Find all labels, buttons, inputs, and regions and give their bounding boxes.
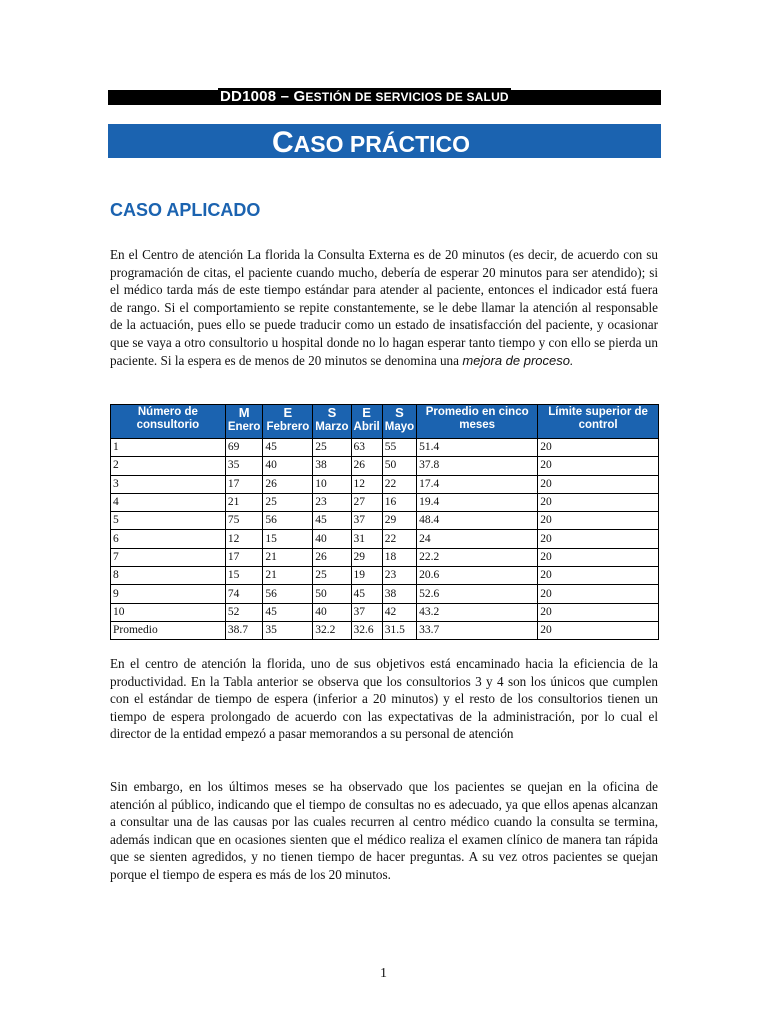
- table-cell: 20: [538, 512, 659, 530]
- table-cell: 6: [111, 530, 226, 548]
- table-cell: 26: [313, 548, 351, 566]
- table-cell: 45: [313, 512, 351, 530]
- header-marzo: S Marzo: [313, 405, 351, 439]
- table-cell: 20: [538, 603, 659, 621]
- table-cell: 32.6: [351, 621, 382, 639]
- table-cell: 27: [351, 493, 382, 511]
- table-row: [111, 585, 659, 603]
- table-row: [111, 475, 659, 493]
- course-header-title: [218, 88, 511, 105]
- table-cell: 38.7: [225, 621, 263, 639]
- table-cell: Promedio: [111, 621, 226, 639]
- table-cell: 12: [225, 530, 263, 548]
- header-promedio: Promedio en cinco meses: [417, 405, 538, 439]
- table-cell: 50: [313, 585, 351, 603]
- table-cell: 19.4: [417, 493, 538, 511]
- table-cell: 63: [351, 439, 382, 457]
- complaints-paragraph: Sin embargo, en los últimos meses se ha observado que los pacientes se quejan en la oficina de atención al público, indicando que el tiempo de consultas no es adecuado, ya que ellos apenas alcanzan a consultar una de las causas por las cuales recurren al centro médico cuando la consulta se termina, además indican que en ocasiones sienten que el médico realiza el examen clínico de manera tan rápida que se sienten agredidos, y no tienen tiempo de hacer preguntas. A su vez otros pacientes se quejan porque el tiempo de espera es más de los 20 minutos.: [110, 779, 658, 882]
- table-cell: 29: [351, 548, 382, 566]
- table-cell: 20: [538, 548, 659, 566]
- header-limite: Límite superior de control: [538, 405, 659, 439]
- table-cell: 23: [382, 567, 416, 585]
- table-cell: 7: [111, 548, 226, 566]
- table-cell: 33.7: [417, 621, 538, 639]
- table-cell: 56: [263, 585, 313, 603]
- table-cell: 38: [313, 457, 351, 475]
- table-body: [111, 439, 659, 640]
- table-cell: 52: [225, 603, 263, 621]
- table-cell: 52.6: [417, 585, 538, 603]
- table-cell: 75: [225, 512, 263, 530]
- section-heading: CASO APLICADO: [110, 200, 261, 220]
- course-name-initial: G: [293, 88, 306, 105]
- table-cell: 37.8: [417, 457, 538, 475]
- table-cell: 29: [382, 512, 416, 530]
- table-cell: 22.2: [417, 548, 538, 566]
- table-cell: 21: [263, 548, 313, 566]
- table-cell: 37: [351, 603, 382, 621]
- table-cell: 35: [263, 621, 313, 639]
- page-title-rest: ASO PRÁCTICO: [293, 131, 471, 157]
- table-cell: 38: [382, 585, 416, 603]
- table-cell: 10: [313, 475, 351, 493]
- table-cell: 17.4: [417, 475, 538, 493]
- table-cell: 74: [225, 585, 263, 603]
- page-number: 1: [380, 966, 387, 981]
- table-cell: 43.2: [417, 603, 538, 621]
- header-febrero: E Febrero: [263, 405, 313, 439]
- header-mayo: S Mayo: [382, 405, 416, 439]
- table-cell: 21: [225, 493, 263, 511]
- table-cell: 40: [313, 530, 351, 548]
- table-cell: 22: [382, 475, 416, 493]
- table-cell: 16: [382, 493, 416, 511]
- table-cell: 8: [111, 567, 226, 585]
- table-cell: 45: [263, 439, 313, 457]
- table-cell: 19: [351, 567, 382, 585]
- table-row: [111, 457, 659, 475]
- table-cell: 9: [111, 585, 226, 603]
- table-cell: 20: [538, 439, 659, 457]
- table-cell: 69: [225, 439, 263, 457]
- header-consultorio: Número de consultorio: [111, 405, 226, 439]
- table-row: [111, 439, 659, 457]
- table-cell: 26: [351, 457, 382, 475]
- table-cell: 3: [111, 475, 226, 493]
- table-header-row: [111, 405, 659, 439]
- page-title-initial: C: [272, 126, 294, 159]
- header-abril: E Abril: [351, 405, 382, 439]
- table-cell: 5: [111, 512, 226, 530]
- table-cell: 48.4: [417, 512, 538, 530]
- table-cell: 20: [538, 530, 659, 548]
- table-cell: 4: [111, 493, 226, 511]
- table-row: [111, 548, 659, 566]
- table-cell: 35: [225, 457, 263, 475]
- page-title: [272, 126, 470, 160]
- table-cell: 20: [538, 621, 659, 639]
- table-cell: 10: [111, 603, 226, 621]
- table-cell: 25: [263, 493, 313, 511]
- header-enero: M Enero: [225, 405, 263, 439]
- table-cell: 45: [263, 603, 313, 621]
- table-row: [111, 603, 659, 621]
- table-row: [111, 493, 659, 511]
- table-cell: 17: [225, 548, 263, 566]
- table-cell: 21: [263, 567, 313, 585]
- table-cell: 55: [382, 439, 416, 457]
- course-header-bar: [108, 90, 661, 105]
- table-cell: 25: [313, 567, 351, 585]
- table-cell: 22: [382, 530, 416, 548]
- table-row: [111, 567, 659, 585]
- table-cell: 32.2: [313, 621, 351, 639]
- table-cell: 15: [225, 567, 263, 585]
- table-cell: 31: [351, 530, 382, 548]
- course-code: DD1008 –: [220, 88, 294, 105]
- table-cell: 1: [111, 439, 226, 457]
- table-cell: 2: [111, 457, 226, 475]
- table-cell: 23: [313, 493, 351, 511]
- table-cell: 17: [225, 475, 263, 493]
- table-row: [111, 530, 659, 548]
- table-cell: 37: [351, 512, 382, 530]
- table-cell: 20: [538, 585, 659, 603]
- title-banner: [108, 124, 661, 158]
- table-cell: 20: [538, 493, 659, 511]
- table-cell: 31.5: [382, 621, 416, 639]
- table-cell: 50: [382, 457, 416, 475]
- table-cell: 24: [417, 530, 538, 548]
- table-cell: 15: [263, 530, 313, 548]
- table-cell: 20: [538, 457, 659, 475]
- table-cell: 12: [351, 475, 382, 493]
- table-cell: 42: [382, 603, 416, 621]
- table-row: [111, 621, 659, 639]
- table-cell: 20: [538, 475, 659, 493]
- table-cell: 40: [263, 457, 313, 475]
- intro-paragraph-text: En el Centro de atención La florida la Consulta Externa es de 20 minutos (es decir, de acuerdo con su programación de citas, el paciente cuando mucho, debería de esperar 20 minutos para ser atendido); si el médico tarda más de este tiempo estándar para atender al paciente, entonces el indicador está fuera de rango. Si el comportamiento se repite constantemente, se le debe llamar la atención al responsable de la actuación, pues ello se puede traducir como un estado de insatisfacción del paciente, y ocasionar que se vaya a otro consultorio u hospital donde no lo hagan esperar tanto tiempo y con ello se pierda un paciente. Si la espera es de menos de 20 minutos se denomina una: [110, 247, 658, 368]
- table-cell: 56: [263, 512, 313, 530]
- table-cell: 20: [538, 567, 659, 585]
- table-cell: 40: [313, 603, 351, 621]
- intro-emphasis: mejora de proceso.: [462, 352, 574, 368]
- table-cell: 20.6: [417, 567, 538, 585]
- waiting-time-table: [110, 404, 659, 640]
- table-cell: 45: [351, 585, 382, 603]
- intro-paragraph: [110, 246, 658, 369]
- table-row: [111, 512, 659, 530]
- analysis-paragraph: En el centro de atención la florida, uno de sus objetivos está encaminado hacia la eficiencia de la productividad. En la Tabla anterior se observa que los consultorios 3 y 4 son los únicos que cumplen con el estándar de tiempo de espera (inferior a 20 minutos) y el resto de los consultorios tienen un tiempo de espera prolongado de acuerdo con las expectativas de la administración, por lo cual el director de la entidad empezó a pasar memorandos a su personal de atención: [110, 656, 658, 742]
- table-cell: 25: [313, 439, 351, 457]
- course-name-rest: ESTIÓN DE SERVICIOS DE SALUD: [305, 90, 509, 104]
- table-cell: 51.4: [417, 439, 538, 457]
- table-cell: 26: [263, 475, 313, 493]
- table-cell: 18: [382, 548, 416, 566]
